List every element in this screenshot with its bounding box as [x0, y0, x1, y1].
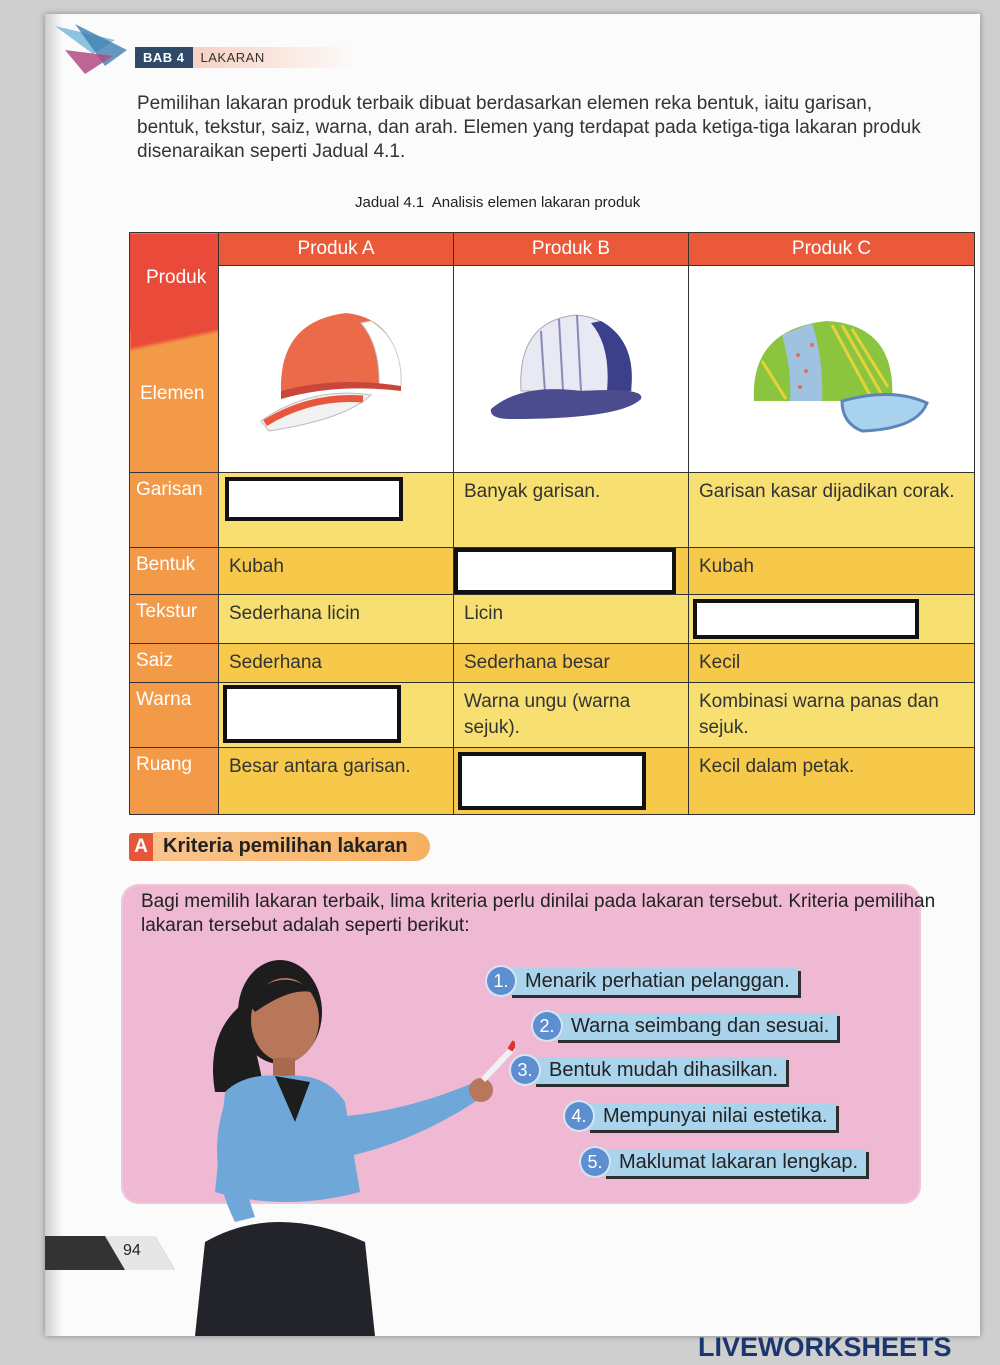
- table-caption: [355, 194, 640, 211]
- cell-saiz-a: Sederhana: [219, 644, 454, 683]
- criterion-text: Maklumat lakaran lengkap.: [603, 1149, 866, 1176]
- cell-garisan-c: Garisan kasar dijadikan corak.: [689, 473, 975, 548]
- page-tab-icon: [45, 1236, 185, 1270]
- page-number: 94: [123, 1242, 141, 1259]
- criterion-number: 4.: [565, 1102, 593, 1130]
- criterion-1: [487, 966, 798, 996]
- row-label-ruang: Ruang: [130, 748, 219, 815]
- cell-garisan-a: [219, 473, 454, 548]
- purple-cap-icon: [481, 291, 661, 441]
- cell-tekstur-a: Sederhana licin: [219, 595, 454, 644]
- criterion-number: 5.: [581, 1148, 609, 1176]
- cell-tekstur-b: Licin: [454, 595, 689, 644]
- row-label-saiz: Saiz: [130, 644, 219, 683]
- textbook-page: [45, 14, 980, 1336]
- cell-bentuk-a: Kubah: [219, 548, 454, 595]
- criterion-text: Warna seimbang dan sesuai.: [555, 1013, 837, 1040]
- cell-warna-b: Warna ungu (warna sejuk).: [454, 683, 689, 748]
- criterion-4: [565, 1101, 836, 1131]
- cell-bentuk-c: Kubah: [689, 548, 975, 595]
- table-caption-number: Jadual 4.1: [355, 194, 425, 211]
- table-caption-text: Analisis elemen lakaran produk: [431, 194, 641, 211]
- header-decoration-icon: [55, 20, 135, 76]
- corner-label-elemen: Elemen: [140, 383, 205, 404]
- criterion-2: [533, 1011, 837, 1041]
- cell-ruang-b: [454, 748, 689, 815]
- criterion-text: Bentuk mudah dihasilkan.: [533, 1057, 786, 1084]
- criterion-text: Menarik perhatian pelanggan.: [509, 968, 798, 995]
- cell-warna-a: [219, 683, 454, 748]
- page-gutter-shadow: [45, 14, 63, 1336]
- answer-box-warna-a[interactable]: [223, 685, 401, 743]
- student-illustration-icon: [185, 942, 515, 1336]
- element-analysis-table: [129, 232, 975, 815]
- answer-box-garisan-a[interactable]: [225, 477, 403, 521]
- green-cap-icon: [732, 291, 932, 441]
- cell-saiz-b: Sederhana besar: [454, 644, 689, 683]
- section-a-title: Kriteria pemilihan lakaran: [153, 832, 430, 861]
- row-label-warna: Warna: [130, 683, 219, 748]
- criterion-3: [511, 1055, 786, 1085]
- section-a-heading: [129, 832, 430, 861]
- cap-image-a: [219, 266, 454, 473]
- liveworksheets-logo: LIVEWORKSHEETS: [698, 1332, 952, 1362]
- table-corner-cell: [130, 233, 219, 473]
- cell-warna-c: Kombinasi warna panas dan sejuk.: [689, 683, 975, 748]
- intro-paragraph: Pemilihan lakaran produk terbaik dibuat berdasarkan elemen reka bentuk, iaitu garisan, bentuk, tekstur, saiz, warna, dan arah. Elemen yang terdapat pada ketiga-tiga lakaran produk disenaraikan seperti Jadual 4.1.: [137, 93, 921, 162]
- criterion-5: [581, 1147, 866, 1177]
- row-label-garisan: Garisan: [130, 473, 219, 548]
- cell-tekstur-c: [689, 595, 975, 644]
- row-label-bentuk: Bentuk: [130, 548, 219, 595]
- chapter-header: [135, 46, 355, 68]
- criteria-intro: Bagi memilih lakaran terbaik, lima kriteria perlu dinilai pada lakaran tersebut. Kriteria pemilihan lakaran tersebut adalah seperti berikut:: [141, 891, 936, 936]
- cap-image-b: [454, 266, 689, 473]
- cell-ruang-a: Besar antara garisan.: [219, 748, 454, 815]
- criterion-number: 2.: [533, 1012, 561, 1040]
- row-label-tekstur: Tekstur: [130, 595, 219, 644]
- cap-image-c: [689, 266, 975, 473]
- criterion-number: 1.: [487, 967, 515, 995]
- header-produk-c: Produk C: [689, 233, 975, 266]
- cell-saiz-c: Kecil: [689, 644, 975, 683]
- answer-box-tekstur-c[interactable]: [693, 599, 919, 639]
- header-produk-b: Produk B: [454, 233, 689, 266]
- criterion-number: 3.: [511, 1056, 539, 1084]
- criterion-text: Mempunyai nilai estetika.: [587, 1103, 836, 1130]
- header-produk-a: Produk A: [219, 233, 454, 266]
- chapter-tag: BAB 4: [135, 47, 193, 68]
- chapter-title: LAKARAN: [193, 47, 355, 68]
- cell-ruang-c: Kecil dalam petak.: [689, 748, 975, 815]
- answer-box-bentuk-b[interactable]: [454, 548, 676, 594]
- orange-cap-icon: [251, 291, 421, 441]
- answer-box-ruang-b[interactable]: [458, 752, 646, 810]
- cell-garisan-b: Banyak garisan.: [454, 473, 689, 548]
- cell-bentuk-b: [454, 548, 689, 595]
- section-a-letter: A: [129, 833, 153, 861]
- corner-label-produk: Produk: [146, 267, 207, 288]
- page-number-tab: [45, 1236, 185, 1270]
